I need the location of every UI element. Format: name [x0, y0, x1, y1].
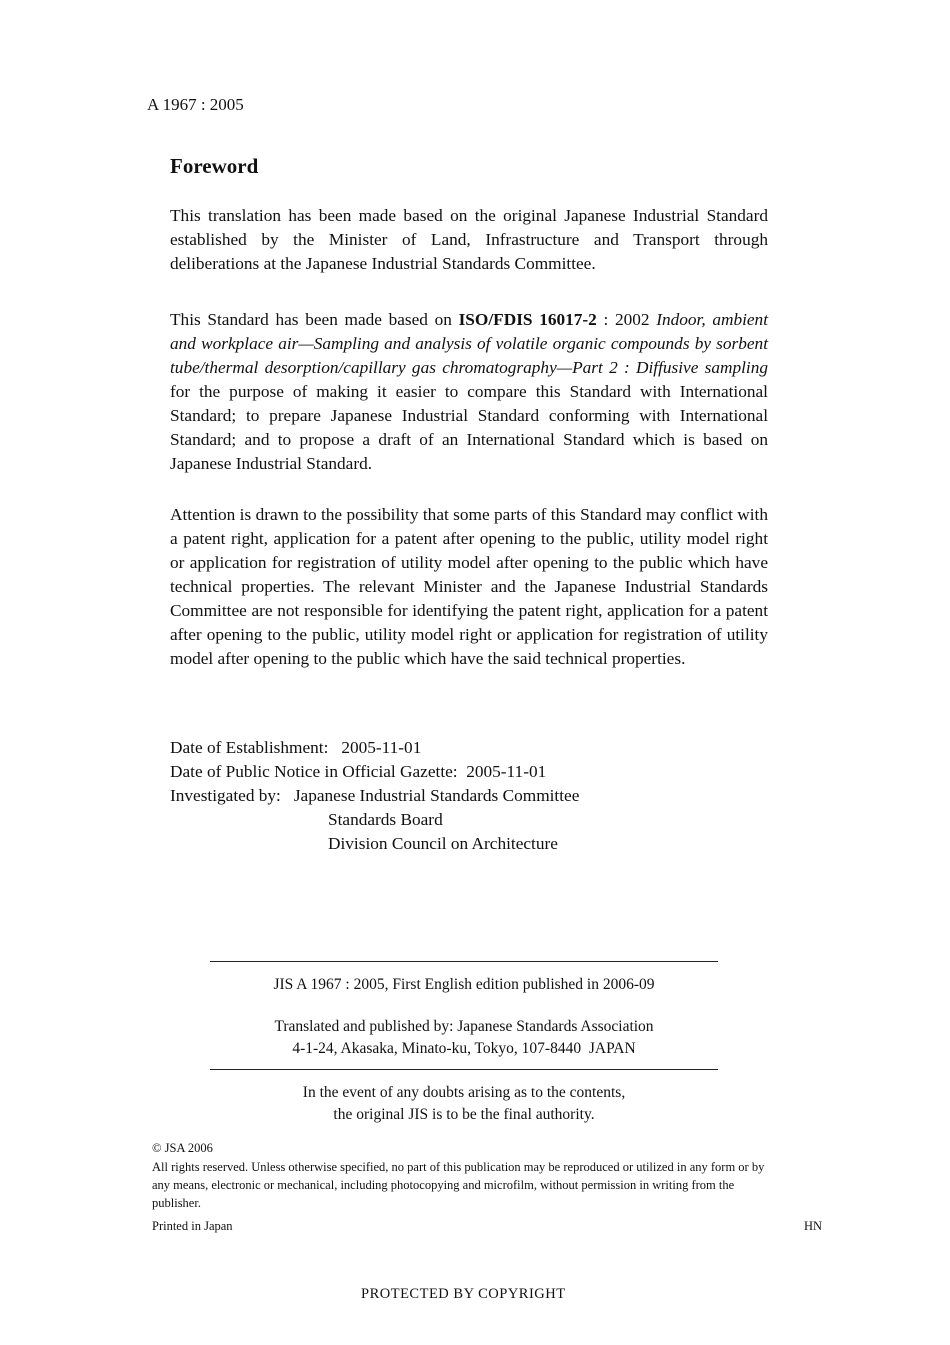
divider-bottom — [210, 1069, 718, 1070]
date-of-public-notice: Date of Public Notice in Official Gazette: 2005-11-01 — [170, 762, 547, 781]
authority-notice-line-2: the original JIS is to be the final authority. — [333, 1106, 595, 1123]
foreword-paragraph-3: Attention is drawn to the possibility that some parts of this Standard may conflict with a patent right, application for a patent after opening to the public, utility model right or application for registration of utility model after opening to the public which have technical properties. The relevant Minister and the Japanese Industrial Standards Committee are not responsible for identifying the patent right, application for a patent after opening to the public, utility model right or application for registration of utility model after opening to the public which have the said technical properties. — [170, 505, 768, 668]
rights-statement: All rights reserved. Unless otherwise specified, no part of this publication may be reproduced or utilized in any form or by any means, electronic or mechanical, including photocopying and microfilm, without permission in writing from the publisher. — [152, 1160, 765, 1210]
foreword-paragraph-2 — [170, 308, 768, 476]
iso-title: Indoor, ambient and workplace air—Sampling and analysis of volatile organic compounds by sorbent tube/thermal desorption/capillary gas chromatography—Part 2 : Diffusive sampling — [170, 310, 768, 377]
foreword-paragraph-1: This translation has been made based on the original Japanese Industrial Standard established by the Minister of Land, Infrastructure and Transport through deliberations at the Japanese Industrial Standards Committee. — [170, 206, 768, 273]
publisher-address: 4-1-24, Akasaka, Minato-ku, Tokyo, 107-8440 JAPAN — [292, 1040, 636, 1057]
investigated-by: Investigated by: Japanese Industrial Standards Committee — [170, 786, 580, 805]
paragraph-2-text-c: for the purpose of making it easier to compare this Standard with International Standard; to prepare Japanese Industrial Standard conforming with International Standard; and to propose a draft of an International Standard which is based on Japanese Industrial Standard. — [170, 382, 768, 473]
edition-notice: JIS A 1967 : 2005, First English edition published in 2006-09 — [273, 976, 655, 993]
iso-reference: ISO/FDIS 16017-2 — [458, 310, 597, 329]
investigated-by-board: Standards Board — [328, 810, 443, 829]
publisher-notice: Translated and published by: Japanese Standards Association — [274, 1018, 654, 1035]
paragraph-2-text-a: This Standard has been made based on — [170, 310, 459, 329]
investigated-by-council: Division Council on Architecture — [328, 834, 558, 853]
protected-watermark: PROTECTED BY COPYRIGHT — [361, 1286, 566, 1302]
authority-notice-line-1: In the event of any doubts arising as to the contents, — [302, 1084, 626, 1101]
document-code: A 1967 : 2005 — [147, 95, 244, 114]
divider-top — [210, 961, 718, 962]
printed-in: Printed in Japan — [152, 1219, 233, 1233]
paragraph-2-text-b: : 2002 — [596, 310, 657, 329]
copyright-notice: © JSA 2006 — [152, 1141, 213, 1155]
printer-code: HN — [804, 1219, 823, 1233]
foreword-heading: Foreword — [170, 154, 259, 178]
date-of-establishment: Date of Establishment: 2005-11-01 — [170, 738, 422, 757]
